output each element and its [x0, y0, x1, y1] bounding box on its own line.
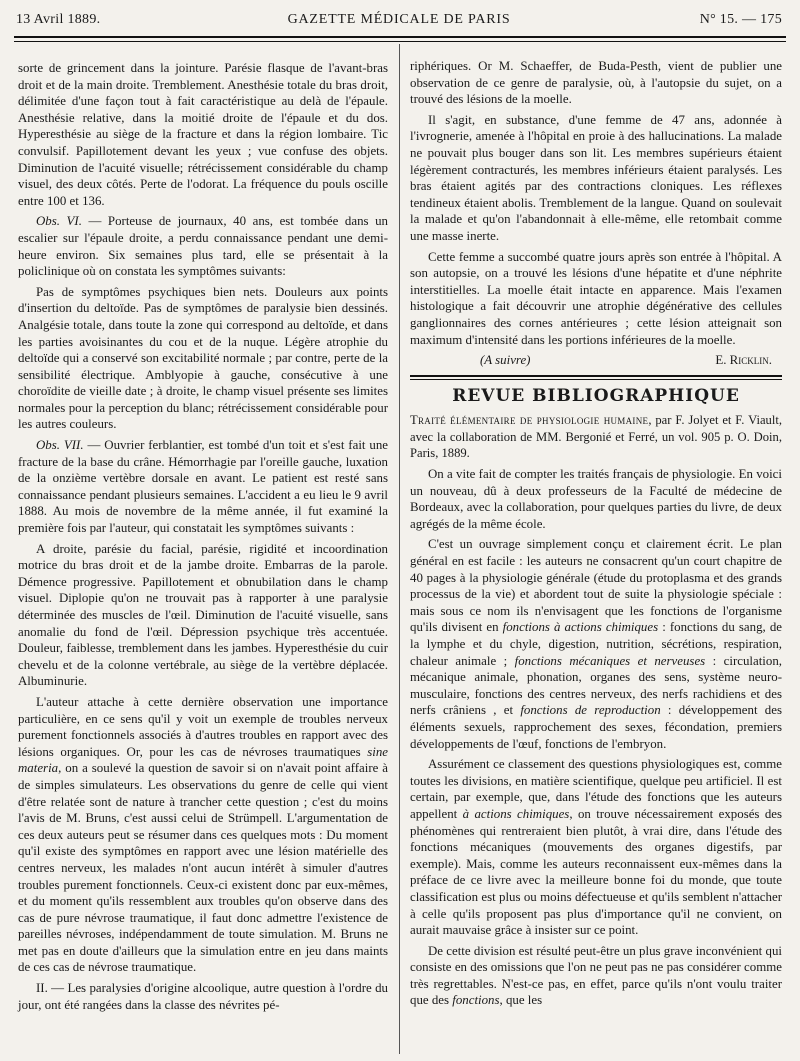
text-run: , on a soulevé la question de savoir si on n'avait point affaire à de simples simulateurs. Les observations du genre de celle qui vient d'être relatée sont de nature à trancher cette question ; c'est du moins l'avis de M. Bruns, c'est aussi celui de Strümpell. L'argumentation de ces deux auteurs peut se résumer dans ces quelques mots : Du moment qu'il existe des symptômes en rapport avec une lésion matérielle des centres nerveux, les malades n'ont aucun intérêt à simuler d'autres troubles purement fonctionnels. Ceux-ci existent donc par eux-mêmes, et du moment qu'ils ressemblent aux troubles qu'on observe dans des cas de pure névrose traumatique, il faut donc admettre l'existence de pareilles névroses, indépendamment de toute simulation. M. Bruns ne met pas en doute d'ailleurs que la simulation entre en jeu dans maints de ces cas de névrose traumatique. — [18, 761, 388, 975]
section-title: REVUE BIBLIOGRAPHIQUE — [452, 385, 740, 406]
section-rule-thick — [410, 375, 782, 377]
article-author: E. Ricklin. — [715, 353, 772, 368]
obs-text: — Porteuse de journaux, 40 ans, est tombée dans un escalier sur l'épaule droite, a perdu connaissance pendant une demi-heure environ. Six semaines plus tard, elle se présentait à la policlinique où on constata les symptômes suivants: — [18, 214, 388, 279]
signature-line — [410, 352, 782, 369]
obs-label: Obs. VI. — [36, 214, 82, 229]
header-rule-thick — [14, 36, 786, 38]
emphasis: à actions chimiques — [462, 806, 570, 821]
paragraph: Cette femme a succombé quatre jours après son entrée à l'hôpital. A son autopsie, on a trouvé les lésions d'une hépatite et d'une néphrite interstitielles. La moelle était intacte en apparence. Mais l'examen histologique a fait découvrir une atrophie dégénérative des cellules ganglionnaires des cornes antérieures ; cette lésion atteignait son maximum d'intensité dans les portions inférieures de la moelle. — [410, 249, 782, 347]
paragraph — [410, 943, 782, 1009]
header-rule-thin — [14, 41, 786, 42]
paragraph: II. — Les paralysies d'origine alcoolique, autre question à l'ordre du jour, ont été rangées dans la classe des névrites pé- — [18, 981, 388, 1012]
emphasis: fonctions à actions chimiques — [502, 620, 659, 635]
text-run: , on trouve nécessairement exposés des phénomènes qui rentreraient bien plutôt, à vrai dire, dans l'étude des fonctions mécaniques (mouvements des organes digestifs, par exemple). Mais, comme les auteurs reconnaissent eux-mêmes dans la préface de ce livre avec la meilleure bonne foi du monde, que toute classification est plus ou moins défectueuse et qu'ils semblent n'attacher à celle qu'ils proposent pas plus d'importance qu'il ne convient, on aurait mauvaise grâce à insister sur ce point. — [410, 806, 783, 938]
paragraph-obs-vi — [18, 213, 388, 279]
text-run: : circulation, mécanique animale, phonation, organes des sens, système neuro-musculaire, fonctions des centres nerveux, des nerfs rachidiens et des nerfs crâniens , et — [410, 653, 782, 718]
paragraph: A droite, parésie du facial, parésie, rigidité et incoordination motrice du bras droit et de la jambe droite. Embarras de la parole. Démence progressive. Papillotement et obnubilation dans le champ visuel. Diplopie qu'on ne trouvait pas à rapporter à une paralysie déterminée des muscles de l'œil. Diminution de l'acuité visuelle, sans anomalie du fond de l'œil. Dépression psychique très accentuée. Douleur, faiblesse, tremblement dans les jambes. Hyperesthésie du cuir chevelu et de la colonne vertébrale, au siège de la vertèbre déplacée. Albuminurie. — [18, 541, 388, 689]
left-column — [18, 60, 388, 1017]
text-run: C'est un ouvrage simplement conçu et clairement écrit. Le plan général en est facile : les auteurs ne consacrent qu'un court chapitre de 40 pages à la physiologie générale (étude du protoplasma et des grands processus de la vie) et abordent tout de suite la physiologie spéciale : mais sous ce nom ils n'envisagent que les fonctions de l'organisme qu'ils divisent en — [410, 537, 782, 635]
issue-date: 13 Avril 1889. — [16, 12, 101, 27]
emphasis: sine materia — [18, 744, 388, 776]
paragraph: sorte de grincement dans la jointure. Parésie flasque de l'avant-bras droit et de la main droite. Tremblement. Anesthésie totale du bras droit, délimitée d'une façon tout à fait caractéristique au delà de l'épaule. Anesthésie relative, dans la moitié droite de l'épaule et du dos. Hyperesthésie au siège de la fracture et dans la région lombaire. Tic convulsif. Papillotement devant les yeux ; vue confuse des objets. Diminution de l'acuité visuelle; rétrécissement considérable du champ visuel, des deux côtés. Perte de l'odorat. La fréquence du pouls oscille entre 100 et 136. — [18, 61, 388, 208]
paragraph — [18, 694, 388, 976]
text-run: De cette division est résulté peut-être un plus grave inconvénient qui consiste en des omissions que l'on ne peut pas ne pas considérer comme très regrettables. N'est-ce pas, en effet, parce qu'ils n'ont voulu traiter que des — [410, 943, 782, 1008]
emphasis: fonctions — [452, 993, 500, 1008]
text-run: : développement des éléments sexuels, rapprochement des sexes, fécondation, premiers développements de l'œuf, fonctions de l'embryon. — [410, 703, 782, 751]
paragraph: On a vite fait de compter les traités français de physiologie. En voici un nouveau, dû à deux professeurs de la Faculté de médecine de Bordeaux, avec la collaboration, pour quelques parties du livre, de deux agrégés de la même école. — [410, 467, 782, 531]
right-column — [410, 58, 782, 1013]
journal-title: GAZETTE MÉDICALE DE PARIS — [287, 12, 511, 27]
text-run: , que les — [499, 993, 543, 1008]
paragraph-obs-vii — [18, 437, 388, 537]
obs-text: — Ouvrier ferblantier, est tombé d'un toit et s'est fait une fracture de la base du crâne. Hémorrhagie par l'oreille gauche, luxation de la onzième vertèbre dorsale en avant. Le patient est resté sans connaissance pendant plusieurs semaines. L'accident a eu lieu le 9 avril 1888. Au mois de novembre de la même année, il fut examiné la première fois par l'auteur, qui constatait les symptômes suivants : — [18, 438, 388, 536]
text-run: L'auteur attache à cette dernière observation une importance particulière, en ce sens qu'il y voit un exemple de troubles nerveux purement fonctionnels associés à d'autres troubles en rapport avec des lésions organiques. Or, pour les cas de névroses traumatiques — [18, 694, 388, 759]
bibliographic-entry — [410, 412, 782, 462]
book-title: Traité élémentaire de physiologie humaine — [410, 413, 649, 428]
paragraph — [410, 536, 782, 752]
emphasis: fonctions de reproduction — [520, 703, 661, 718]
text-run: : fonctions du sang, de la lymphe et du chyle, digestion, nutrition, sécrétions, respiration, chaleur animale ; — [410, 620, 782, 668]
obs-label: Obs. VII. — [36, 438, 84, 453]
paragraph: Pas de symptômes psychiques bien nets. Douleurs aux points d'insertion du deltoïde. Pas de symptômes de paralysie bien dessinés. Analgésie totale, dans toute la zone qui correspond au deltoïde, et dans les parties avoisinantes du cou et de la nuque. Légère atrophie du deltoïde qui a conservé son excitabilité normale ; par contre, perte de la sensibilité électrique. Amblyopie à gauche, consécutive à une choroïdite de vieille date ; à droite, le champ visuel présente ses limites normales pour la perception du blanc; rétrécissement considérable pour les autres couleurs. — [18, 284, 388, 432]
paragraph — [410, 756, 782, 939]
book-details: , par F. Jolyet et F. Viault, avec la collaboration de MM. Bergonié et Ferré, un vol. 905 p. O. Doin, Paris, 1889. — [410, 413, 782, 461]
to-be-continued: (A suivre) — [480, 353, 531, 368]
emphasis: fonctions mécaniques et nerveuses — [514, 653, 706, 668]
paragraph: riphériques. Or M. Schaeffer, de Buda-Pesth, vient de publier une observation de ce genre de paralysie, où, à l'autopsie du sujet, on a trouvé des lésions de la moelle. — [410, 59, 782, 107]
column-divider — [399, 44, 400, 1054]
section-rule-thin — [410, 379, 782, 380]
page-number: N° 15. — 175 — [699, 12, 782, 27]
text-run: Assurément ce classement des questions physiologiques est, comme toutes les divisions, en matière scientifique, quelque peu artificiel. Il est certain, par exemple, que, dans l'étude des fonctions que les auteurs appellent — [410, 757, 782, 821]
running-head — [16, 12, 782, 32]
paragraph: Il s'agit, en substance, d'une femme de 47 ans, adonnée à l'ivrognerie, amenée à l'hôpital en proie à des hallucinations. La malade ne pouvait plus bouger dans son lit. Les membres supérieurs étaient légèrement contracturés, les membres inférieurs étaient paralysés. Les bras étaient agités par des contractions cloniques. Les réflexes tendineux étaient abolis. Tremblement de la langue. Quand on soulevait la malade et qu'on l'abandonnait à elle-même, elle retombait comme une masse inerte. — [410, 112, 782, 243]
